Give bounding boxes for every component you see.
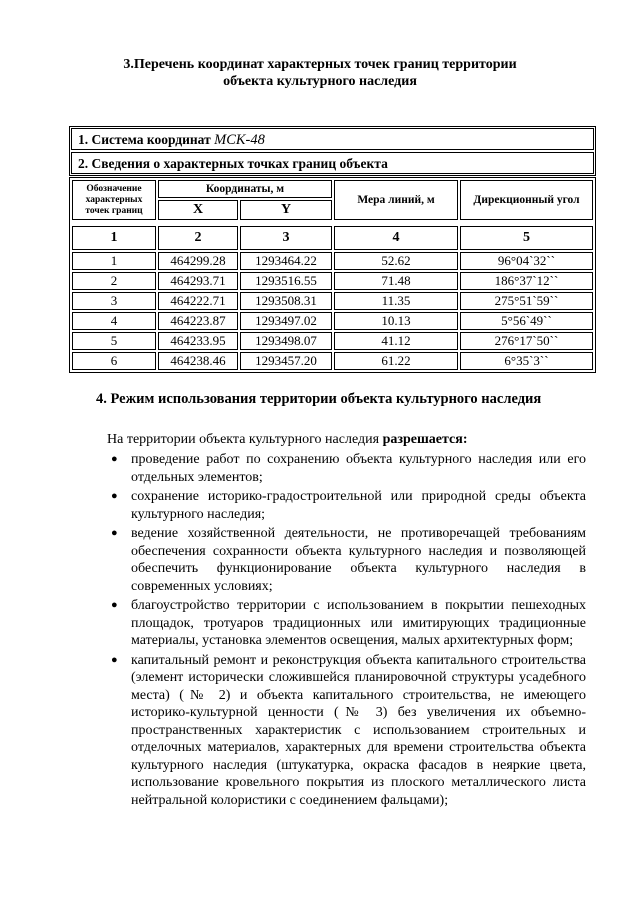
table-cell: 4: [72, 312, 156, 330]
intro-text: На территории объекта культурного наследия: [107, 432, 383, 447]
table-cell: 5°56`49``: [460, 312, 593, 330]
table-cell: 71.48: [334, 272, 458, 290]
index-cell: 1: [72, 226, 156, 250]
table-cell: 1293516.55: [240, 272, 332, 290]
list-item-text: капитальный ремонт и реконструкция объекта капитального строительства (элемент исторически сложившейся планировочной структуры усадебного места) (№ 2) и объекта капитального строительства, не имеющего историко-культурной ценности (№ 3) без увеличения их объемно-пространственных характеристик с использованием строительных и отделочных материалов, характерных для времени строительства объекта культурного наследия (штукатурка, окраска фасадов в неяркие цвета, использование кровельного покрытия из плоского металлического листа нейтральной колористики с соединением фальцами);: [131, 652, 586, 808]
list-item: [107, 525, 586, 595]
table-cell: 464293.71: [158, 272, 238, 290]
table-cell: 10.13: [334, 312, 458, 330]
bullet-icon: ●: [111, 527, 118, 539]
table-cell: 2: [72, 272, 156, 290]
intro-bold: разрешается:: [382, 432, 468, 447]
table-cell: 1293457.20: [240, 352, 332, 370]
table-cell: 1293498.07: [240, 332, 332, 350]
table-cell: 1293497.02: [240, 312, 332, 330]
table-row: [72, 312, 593, 330]
table-row: [72, 332, 593, 350]
table-cell: 96°04`32``: [460, 252, 593, 270]
bullet-icon: ●: [111, 490, 118, 502]
table-cell: 464238.46: [158, 352, 238, 370]
table-cell: 6: [72, 352, 156, 370]
table-cell: 3: [72, 292, 156, 310]
table-cell: 5: [72, 332, 156, 350]
coordinates-table: [69, 177, 596, 373]
table-cell: 1293508.31: [240, 292, 332, 310]
column-index-row: [72, 226, 593, 250]
list-item: [107, 451, 586, 486]
table-cell: 186°37`12``: [460, 272, 593, 290]
table-row: [72, 272, 593, 290]
table-cell: 61.22: [334, 352, 458, 370]
table-row: [72, 252, 593, 270]
title-line-2: объекта культурного наследия: [223, 74, 417, 89]
boundary-info-label: 2. Сведения о характерных точках границ объекта: [78, 156, 388, 171]
list-item-text: благоустройство территории с использованием в покрытии пешеходных площадок, тротуаров традиционных или имитирующих традиционные материалы, установка элементов освещения, малых архитектурных форм;: [131, 598, 586, 648]
bullet-icon: ●: [111, 653, 118, 666]
table-cell: 464222.71: [158, 292, 238, 310]
table-cell: 276°17`50``: [460, 332, 593, 350]
allowed-activities-list: [107, 451, 586, 811]
table-cell: 41.12: [334, 332, 458, 350]
list-item: [107, 488, 586, 523]
table-cell: 1: [72, 252, 156, 270]
table-row: [72, 352, 593, 370]
table-cell: 464223.87: [158, 312, 238, 330]
document-title: [60, 56, 580, 90]
header-length: Мера линий, м: [334, 180, 458, 220]
boundary-info-row: [71, 152, 594, 174]
list-item: [107, 597, 586, 650]
index-cell: 5: [460, 226, 593, 250]
list-item-text: сохранение историко-градостроительной или природной среды объекта культурного наследия;: [131, 489, 586, 522]
index-cell: 3: [240, 226, 332, 250]
bullet-icon: ●: [111, 599, 118, 611]
coordinate-info-boxes: [69, 126, 596, 176]
header-y: Y: [240, 200, 332, 220]
table-cell: 464299.28: [158, 252, 238, 270]
header-angle: Дирекционный угол: [460, 180, 593, 220]
header-point: Обозначение характерных точек границ: [72, 180, 156, 220]
coord-system-value: МСК-48: [214, 132, 265, 148]
index-cell: 4: [334, 226, 458, 250]
list-item-text: проведение работ по сохранению объекта культурного наследия или его отдельных элементов;: [131, 452, 586, 485]
coord-system-row: [71, 128, 594, 150]
table-cell: 52.62: [334, 252, 458, 270]
table-cell: 6°35`3``: [460, 352, 593, 370]
coord-system-label: 1. Система координат: [78, 132, 211, 147]
table-cell: 464233.95: [158, 332, 238, 350]
table-cell: 1293464.22: [240, 252, 332, 270]
section-4-heading: 4. Режим использования территории объекта культурного наследия: [96, 391, 542, 407]
table-cell: 275°51`59``: [460, 292, 593, 310]
list-item: [107, 652, 586, 810]
index-cell: 2: [158, 226, 238, 250]
intro-paragraph: [107, 432, 468, 448]
table-row: [72, 292, 593, 310]
list-item-text: ведение хозяйственной деятельности, не противоречащей требованиям обеспечения сохранности объекта культурного наследия и позволяющей обеспечить функционирование объекта культурного наследия в современных условиях;: [131, 526, 586, 594]
title-line-1: 3.Перечень координат характерных точек границ территории: [123, 57, 517, 72]
table-cell: 11.35: [334, 292, 458, 310]
header-x: X: [158, 200, 238, 220]
bullet-icon: ●: [111, 453, 118, 465]
header-coords: Координаты, м: [158, 180, 332, 198]
